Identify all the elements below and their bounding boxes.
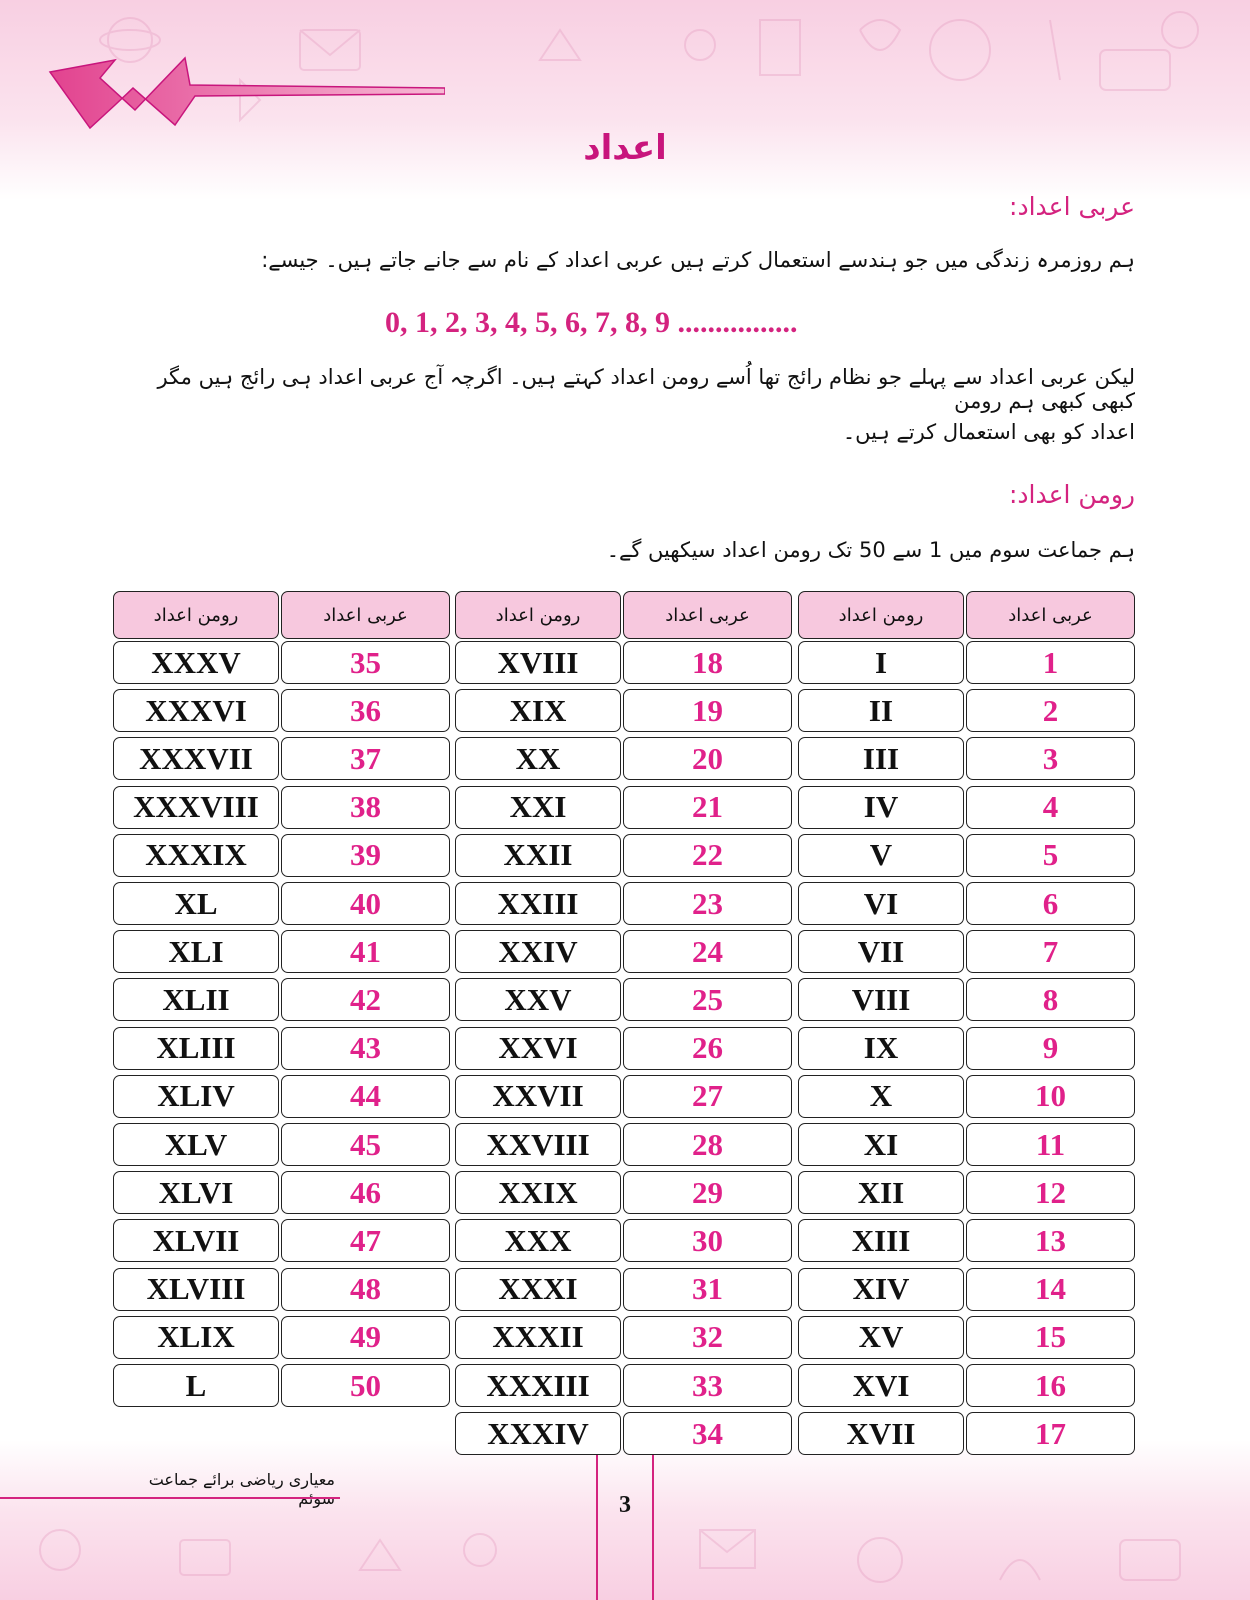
header-arabic-group3: عربی اعداد bbox=[281, 591, 450, 639]
roman-numeral-cell: XXII bbox=[455, 834, 621, 877]
arabic-number-cell: 33 bbox=[623, 1364, 792, 1407]
arabic-number-cell: 42 bbox=[281, 978, 450, 1021]
arabic-number-cell: 31 bbox=[623, 1268, 792, 1311]
arabic-numerals-intro: ہم روزمرہ زندگی میں جو ہندسے استعمال کرتے ہیں عربی اعداد کے نام سے جانے جاتے ہیں۔ جیسے: bbox=[261, 248, 1135, 272]
arabic-number-cell: 44 bbox=[281, 1075, 450, 1118]
roman-numeral-cell: V bbox=[798, 834, 964, 877]
pink-arrow-icon bbox=[45, 50, 445, 135]
roman-history-line1: لیکن عربی اعداد سے پہلے جو نظام رائج تھا اُسے رومن اعداد کہتے ہیں۔ اگرچہ آج عربی اعداد ہی رائج ہیں مگر کبھی کبھی ہم رومن bbox=[157, 365, 1135, 413]
roman-numeral-cell: XXXVI bbox=[113, 689, 279, 732]
arabic-number-cell: 1 bbox=[966, 641, 1135, 684]
roman-numeral-cell: XVIII bbox=[455, 641, 621, 684]
roman-numeral-cell: XXXVIII bbox=[113, 786, 279, 829]
roman-numeral-cell: II bbox=[798, 689, 964, 732]
arabic-number-cell: 49 bbox=[281, 1316, 450, 1359]
arabic-numerals-heading: عربی اعداد: bbox=[1009, 192, 1135, 221]
roman-numeral-cell: XIII bbox=[798, 1219, 964, 1262]
arabic-number-cell: 36 bbox=[281, 689, 450, 732]
arabic-number-cell: 23 bbox=[623, 882, 792, 925]
arabic-number-cell: 39 bbox=[281, 834, 450, 877]
arabic-number-cell: 17 bbox=[966, 1412, 1135, 1455]
roman-numeral-cell: XVI bbox=[798, 1364, 964, 1407]
arabic-number-cell: 21 bbox=[623, 786, 792, 829]
roman-numeral-cell: XLV bbox=[113, 1123, 279, 1166]
arabic-number-cell: 43 bbox=[281, 1027, 450, 1070]
roman-numeral-cell: XXXI bbox=[455, 1268, 621, 1311]
page-number-divider-right bbox=[652, 1455, 654, 1600]
roman-numeral-cell: X bbox=[798, 1075, 964, 1118]
header-roman-group1: رومن اعداد bbox=[798, 591, 964, 639]
roman-numeral-cell: XXVIII bbox=[455, 1123, 621, 1166]
arabic-number-cell: 16 bbox=[966, 1364, 1135, 1407]
arabic-number-cell: 41 bbox=[281, 930, 450, 973]
arabic-number-cell: 24 bbox=[623, 930, 792, 973]
roman-numeral-cell: I bbox=[798, 641, 964, 684]
roman-numeral-cell: XXXIX bbox=[113, 834, 279, 877]
header-arabic-group1: عربی اعداد bbox=[966, 591, 1135, 639]
roman-numeral-cell: XXIV bbox=[455, 930, 621, 973]
roman-history-line2: اعداد کو بھی استعمال کرتے ہیں۔ bbox=[842, 420, 1135, 444]
arabic-number-cell: 8 bbox=[966, 978, 1135, 1021]
roman-numerals-heading: رومن اعداد: bbox=[1008, 480, 1135, 509]
arabic-number-cell: 19 bbox=[623, 689, 792, 732]
roman-numeral-cell: XLIX bbox=[113, 1316, 279, 1359]
arabic-number-cell: 6 bbox=[966, 882, 1135, 925]
roman-numeral-cell: IX bbox=[798, 1027, 964, 1070]
roman-numeral-cell: XXXVII bbox=[113, 737, 279, 780]
page-title: اعداد bbox=[583, 128, 667, 168]
arabic-number-cell: 2 bbox=[966, 689, 1135, 732]
roman-numeral-cell: XXI bbox=[455, 786, 621, 829]
roman-numeral-cell: XXIII bbox=[455, 882, 621, 925]
arabic-number-cell: 45 bbox=[281, 1123, 450, 1166]
roman-numeral-cell: XVII bbox=[798, 1412, 964, 1455]
arabic-number-cell: 20 bbox=[623, 737, 792, 780]
roman-numerals-intro: ہم جماعت سوم میں 1 سے 50 تک رومن اعداد سیکھیں گے۔ bbox=[606, 538, 1135, 562]
arabic-number-cell: 29 bbox=[623, 1171, 792, 1214]
page-number-divider-left bbox=[596, 1455, 598, 1600]
arabic-number-cell: 35 bbox=[281, 641, 450, 684]
roman-numeral-cell: XXXII bbox=[455, 1316, 621, 1359]
roman-numeral-cell: VI bbox=[798, 882, 964, 925]
arabic-number-cell: 18 bbox=[623, 641, 792, 684]
book-title: معیاری ریاضی برائے جماعت bbox=[148, 1470, 335, 1489]
roman-numeral-cell: XXVI bbox=[455, 1027, 621, 1070]
arabic-number-cell: 4 bbox=[966, 786, 1135, 829]
roman-numeral-cell: IV bbox=[798, 786, 964, 829]
roman-numeral-cell: XV bbox=[798, 1316, 964, 1359]
arabic-number-cell: 46 bbox=[281, 1171, 450, 1214]
roman-numeral-cell: XXXV bbox=[113, 641, 279, 684]
arabic-number-cell: 5 bbox=[966, 834, 1135, 877]
roman-numeral-cell: XI bbox=[798, 1123, 964, 1166]
arabic-number-cell: 26 bbox=[623, 1027, 792, 1070]
roman-numeral-cell: XLI bbox=[113, 930, 279, 973]
digits-list: 0, 1, 2, 3, 4, 5, 6, 7, 8, 9 ................ bbox=[385, 306, 798, 339]
roman-numeral-cell: XXVII bbox=[455, 1075, 621, 1118]
roman-numeral-cell: XX bbox=[455, 737, 621, 780]
roman-numeral-cell: III bbox=[798, 737, 964, 780]
arabic-number-cell: 40 bbox=[281, 882, 450, 925]
roman-numeral-cell: XLIII bbox=[113, 1027, 279, 1070]
roman-numeral-cell: VII bbox=[798, 930, 964, 973]
arabic-number-cell: 25 bbox=[623, 978, 792, 1021]
arabic-number-cell: 9 bbox=[966, 1027, 1135, 1070]
arabic-number-cell: 48 bbox=[281, 1268, 450, 1311]
header-arabic-group2: عربی اعداد bbox=[623, 591, 792, 639]
footer-underline bbox=[0, 1497, 340, 1499]
header-roman-group2: رومن اعداد bbox=[455, 591, 621, 639]
arabic-number-cell: 7 bbox=[966, 930, 1135, 973]
header-roman-group3: رومن اعداد bbox=[113, 591, 279, 639]
arabic-number-cell: 13 bbox=[966, 1219, 1135, 1262]
arabic-number-cell: 30 bbox=[623, 1219, 792, 1262]
page-number: 3 bbox=[619, 1492, 631, 1518]
arabic-number-cell: 27 bbox=[623, 1075, 792, 1118]
arabic-number-cell: 12 bbox=[966, 1171, 1135, 1214]
arabic-number-cell: 14 bbox=[966, 1268, 1135, 1311]
arabic-number-cell: 10 bbox=[966, 1075, 1135, 1118]
roman-numeral-cell: XXXIII bbox=[455, 1364, 621, 1407]
arabic-number-cell: 3 bbox=[966, 737, 1135, 780]
roman-numeral-cell: XIX bbox=[455, 689, 621, 732]
roman-numeral-cell: XLVI bbox=[113, 1171, 279, 1214]
arabic-number-cell: 47 bbox=[281, 1219, 450, 1262]
roman-numeral-cell: XXIX bbox=[455, 1171, 621, 1214]
roman-numeral-cell: L bbox=[113, 1364, 279, 1407]
arabic-number-cell: 28 bbox=[623, 1123, 792, 1166]
roman-numeral-cell: XXV bbox=[455, 978, 621, 1021]
arabic-number-cell: 22 bbox=[623, 834, 792, 877]
arabic-number-cell: 37 bbox=[281, 737, 450, 780]
roman-numeral-cell: XLVIII bbox=[113, 1268, 279, 1311]
arabic-number-cell: 34 bbox=[623, 1412, 792, 1455]
roman-numeral-cell: XXXIV bbox=[455, 1412, 621, 1455]
roman-numeral-cell: XLVII bbox=[113, 1219, 279, 1262]
arabic-number-cell: 38 bbox=[281, 786, 450, 829]
arabic-number-cell: 32 bbox=[623, 1316, 792, 1359]
roman-numeral-cell: VIII bbox=[798, 978, 964, 1021]
roman-numeral-cell: XII bbox=[798, 1171, 964, 1214]
roman-numeral-cell: XLIV bbox=[113, 1075, 279, 1118]
arabic-number-cell: 15 bbox=[966, 1316, 1135, 1359]
arabic-number-cell: 50 bbox=[281, 1364, 450, 1407]
roman-numeral-cell: XL bbox=[113, 882, 279, 925]
roman-numeral-cell: XXX bbox=[455, 1219, 621, 1262]
roman-numeral-cell: XLII bbox=[113, 978, 279, 1021]
roman-numeral-cell: XIV bbox=[798, 1268, 964, 1311]
arabic-number-cell: 11 bbox=[966, 1123, 1135, 1166]
